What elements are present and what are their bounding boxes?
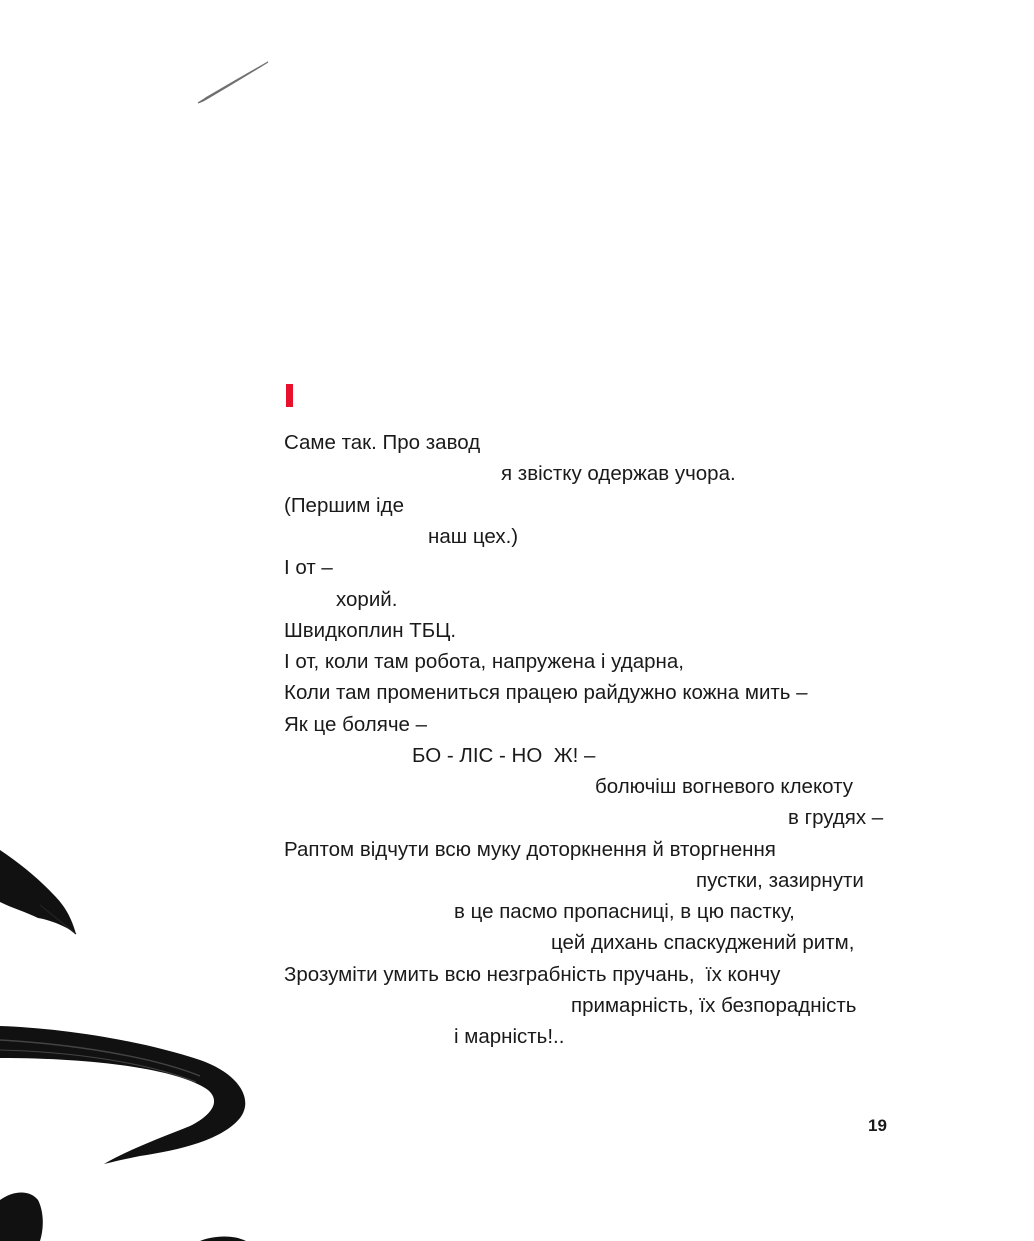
poem-line: Раптом відчути всю муку доторкнення й вторгнення <box>284 838 776 861</box>
section-marker <box>286 384 293 407</box>
page-number: 19 <box>868 1116 887 1135</box>
poem-line: Зрозуміти умить всю незграбність пручань, їх кончу <box>284 963 781 986</box>
poem-line: і марність!.. <box>454 1025 565 1048</box>
poem-line: цей дихань спаскуджений ритм, <box>551 931 855 954</box>
poem-line: в грудях – <box>788 806 884 829</box>
brush-stroke-curve <box>0 1026 245 1164</box>
poem-line: І от, коли там робота, напружена і ударна, <box>284 650 684 673</box>
poem-line: БО - ЛІС - НО Ж! – <box>412 744 596 767</box>
poem-line: Швидкоплин ТБЦ. <box>284 619 457 642</box>
poem-line: хорий. <box>336 588 398 611</box>
brush-stroke-bottom <box>0 1193 43 1241</box>
poem-line: пустки, зазирнути <box>696 869 864 892</box>
poem-line: Коли там промениться працею райдужно кожна мить – <box>284 681 808 704</box>
poem-line: я звістку одержав учора. <box>501 462 736 485</box>
poem-line: Саме так. Про завод <box>284 431 481 454</box>
poem-line: болючіш вогневого клекоту <box>595 775 853 798</box>
poem-line: Як це боляче – <box>284 713 428 736</box>
poem-line: наш цех.) <box>428 525 519 548</box>
poem-line: (Першим іде <box>284 494 404 517</box>
poem-line: примарність, їх безпорадність <box>571 994 857 1017</box>
poem-line: І от – <box>284 556 333 579</box>
poem-line: в це пасмо пропасниці, в цю пастку, <box>454 900 795 923</box>
